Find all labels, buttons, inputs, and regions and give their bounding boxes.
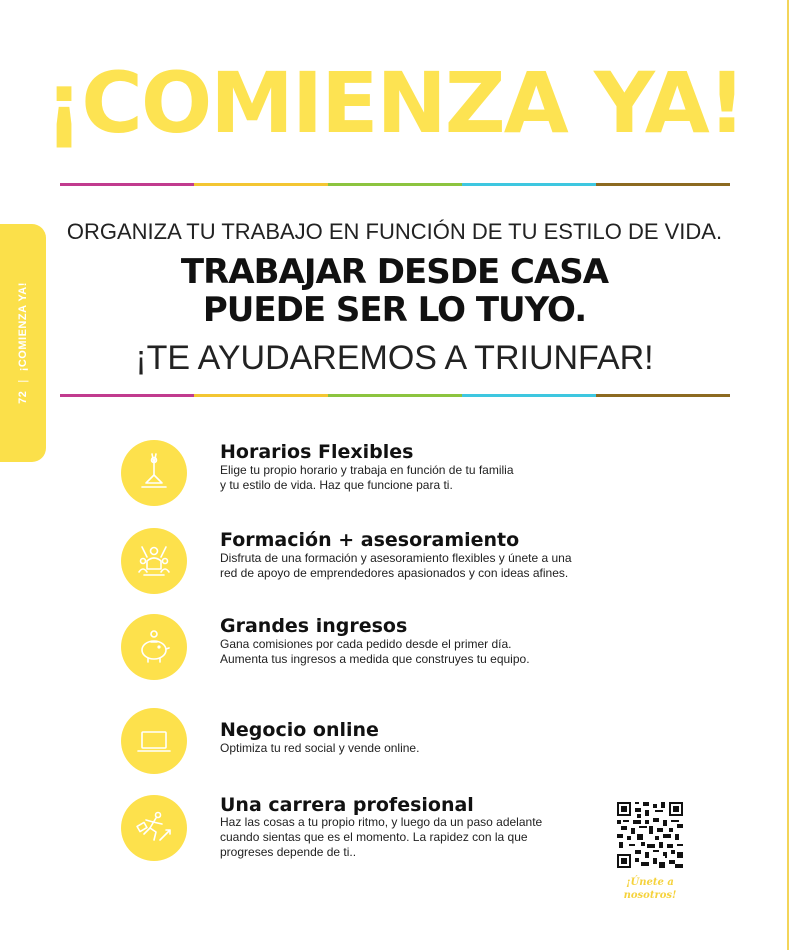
feature-description: [220, 551, 620, 581]
feature-item: [121, 708, 641, 778]
rainbow-divider-top: [60, 183, 730, 186]
feature-title: Una carrera profesional: [220, 794, 474, 816]
desc-line: progreses depende de ti..: [220, 845, 357, 859]
desc-line: cuando sientas que es el momento. La rapidez con la que: [220, 830, 528, 844]
desc-line: Aumenta tus ingresos a medida que construyes tu equipo.: [220, 652, 530, 666]
divider-segment: [60, 394, 194, 397]
desc-line: y tu estilo de vida. Haz que funcione para ti.: [220, 478, 453, 492]
desc-line: Haz las cosas a tu propio ritmo, y luego da un paso adelante: [220, 815, 543, 829]
feature-description: [220, 815, 620, 860]
piggy-bank-icon: [121, 614, 187, 680]
feature-title: Negocio online: [220, 719, 379, 741]
rainbow-divider-bottom: [60, 394, 730, 397]
qr-code[interactable]: [617, 802, 683, 868]
side-tab-divider: |: [17, 379, 29, 383]
divider-segment: [60, 183, 194, 186]
divider-segment: [194, 394, 328, 397]
feature-description: [220, 463, 620, 493]
feature-description: [220, 637, 620, 667]
intro-subtitle: ORGANIZA TU TRABAJO EN FUNCIÓN DE TU ESTILO DE VIDA.: [66, 219, 723, 244]
page-title: ¡COMIENZA YA!: [44, 54, 745, 152]
feature-item: [121, 528, 641, 598]
qr-caption-line: ¡Únete a: [626, 877, 674, 888]
feature-title: Formación + asesoramiento: [220, 529, 520, 551]
intro-heading-line-1: TRABAJAR DESDE CASA: [180, 252, 609, 292]
qr-caption-line: nosotros!: [623, 890, 677, 901]
desc-line: red de apoyo de emprendedores apasionados y con ideas afines.: [220, 566, 569, 580]
page-number: 72: [17, 390, 29, 404]
team-icon: [121, 528, 187, 594]
desc-line: Gana comisiones por cada pedido desde el primer día.: [220, 637, 512, 651]
divider-segment: [462, 394, 596, 397]
feature-title: Grandes ingresos: [220, 615, 408, 637]
divider-segment: [596, 183, 730, 186]
feature-item: [121, 793, 641, 863]
yoga-icon: [121, 440, 187, 506]
divider-segment: [194, 183, 328, 186]
feature-title: Horarios Flexibles: [220, 441, 414, 463]
feature-item: [121, 440, 641, 510]
laptop-icon: [121, 708, 187, 774]
intro-tagline: ¡TE AYUDAREMOS A TRIUNFAR!: [135, 339, 654, 377]
desc-line: Disfruta de una formación y asesoramiento flexibles y únete a una: [220, 551, 572, 565]
qr-caption: [610, 876, 690, 902]
divider-segment: [328, 394, 462, 397]
side-tab-section: ¡COMIENZA YA!: [17, 282, 29, 372]
divider-segment: [328, 183, 462, 186]
feature-item: [121, 614, 641, 684]
divider-segment: [462, 183, 596, 186]
divider-segment: [596, 394, 730, 397]
career-jump-icon: [121, 795, 187, 861]
desc-line: Optimiza tu red social y vende online.: [220, 741, 420, 755]
feature-description: [220, 741, 620, 756]
intro-heading-line-2: PUEDE SER LO TUYO.: [202, 290, 587, 330]
desc-line: Elige tu propio horario y trabaja en función de tu familia: [220, 463, 514, 477]
